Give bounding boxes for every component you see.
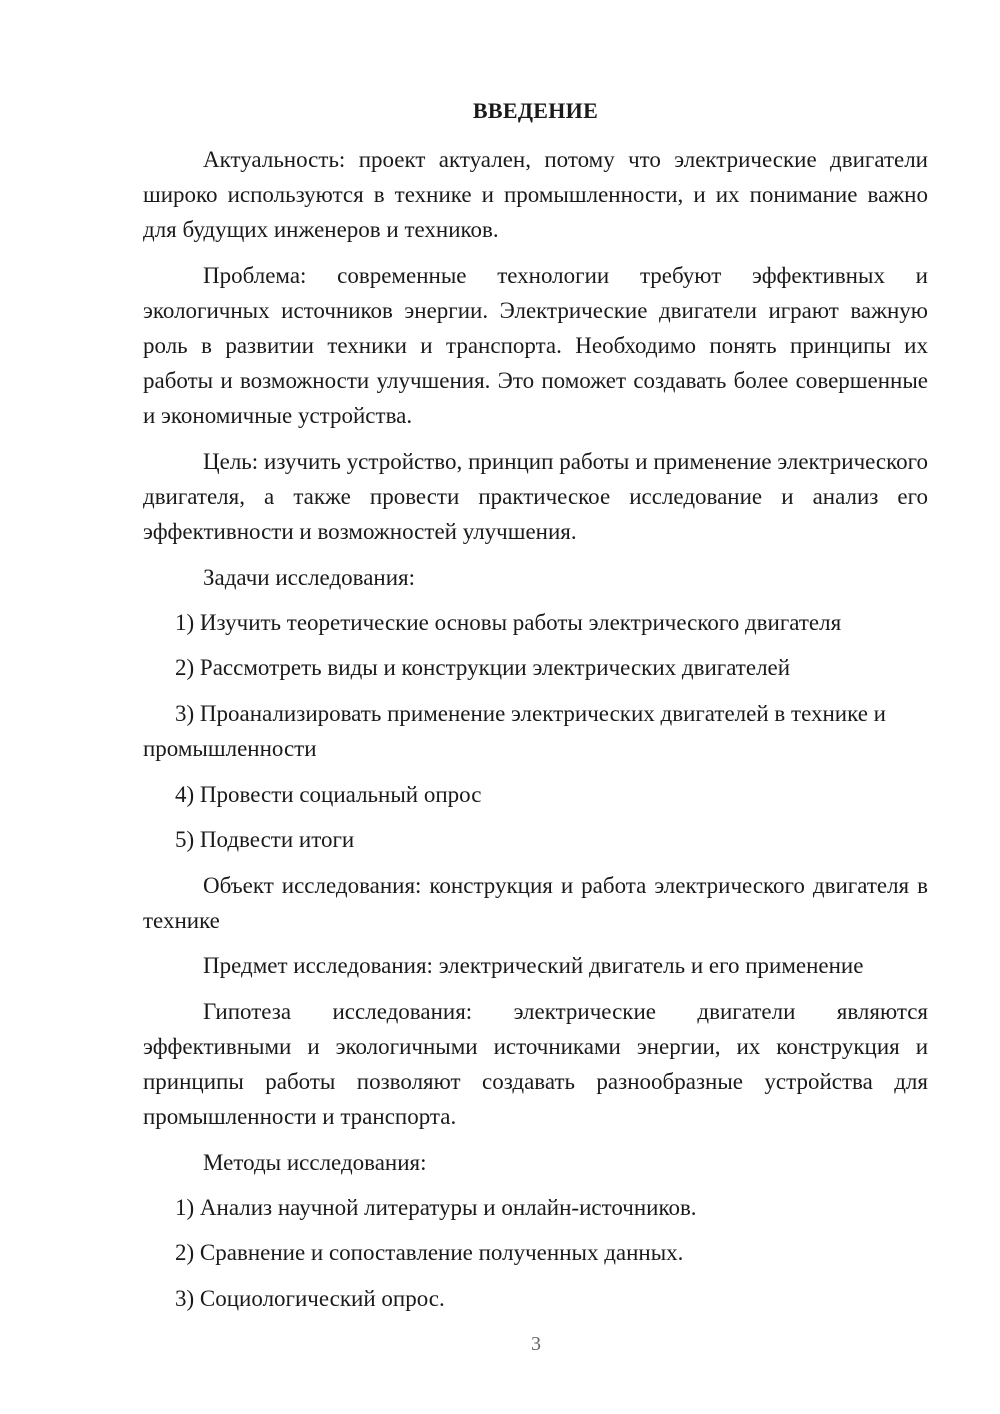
methods-heading: Методы исследования: [203,1150,427,1175]
tasks-heading: Задачи исследования: [203,565,416,590]
task-item: 1) Изучить теоретические основы работы электрического двигателя [175,610,842,635]
problem-paragraph: Проблема: современные технологии требуют эффективных и экологичных источников энергии. Электрические двигатели играют важную роль в развитии техники и транспорта. Необходимо понять принципы их работы и возможности улучшения. Это поможет создавать более совершенные и экономичные устройства. [143,263,928,428]
object-paragraph: Объект исследования: конструкция и работа электрического двигателя в технике [143,873,928,933]
subject-paragraph: Предмет исследования: электрический двигатель и его применение [203,953,864,978]
page-number: 3 [531,1333,541,1355]
page-title: ВВЕДЕНИЕ [472,98,599,123]
hypothesis-paragraph: Гипотеза исследования: электрические двигатели являются эффективными и экологичными источниками энергии, их конструкция и принципы работы позволяют создавать разнообразные устройства для промышленности и транспорта. [143,999,928,1129]
goal-paragraph: Цель: изучить устройство, принцип работы и применение электрического двигателя, а также провести практическое исследование и анализ его эффективности и возможностей улучшения. [143,449,928,544]
task-item: 3) Проанализировать применение электрических двигателей в технике и промышленности [143,701,886,761]
method-item: 1) Анализ научной литературы и онлайн-источников. [175,1195,697,1220]
method-item: 2) Сравнение и сопоставление полученных данных. [175,1240,684,1265]
task-item: 5) Подвести итоги [175,827,355,852]
method-item: 3) Социологический опрос. [175,1286,445,1311]
relevance-paragraph: Актуальность: проект актуален, потому что электрические двигатели широко используются в технике и промышленности, и их понимание важно для будущих инженеров и техников. [143,147,928,242]
task-item: 2) Рассмотреть виды и конструкции электрических двигателей [175,655,791,680]
task-item: 4) Провести социальный опрос [175,782,482,807]
